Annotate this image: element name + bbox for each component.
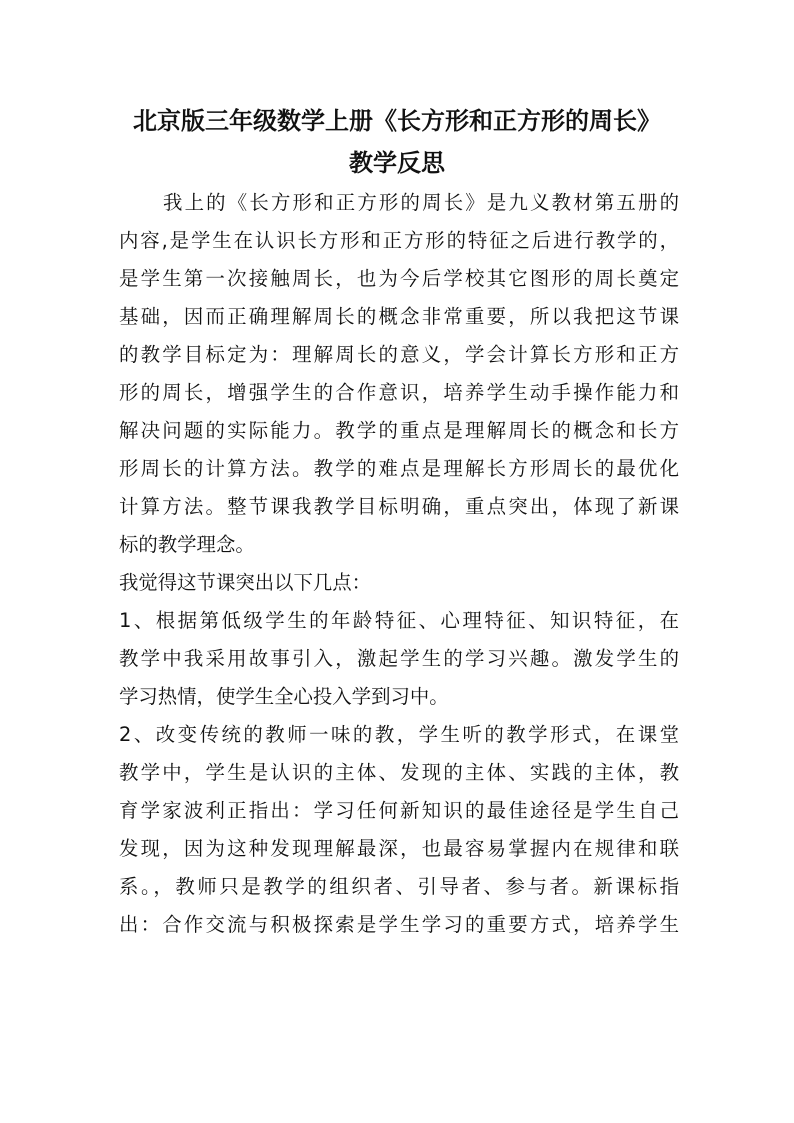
body-line: 系。，教师只是教学的组织者、引导者、参与者。新课标指 bbox=[119, 875, 679, 898]
body-line: 我上的《长方形和正方形的周长》是九义教材第五册的 bbox=[163, 191, 679, 214]
body-line: 内容,是学生在认识长方形和正方形的特征之后进行教学的， bbox=[119, 229, 679, 252]
document-body bbox=[119, 184, 679, 944]
body-line: 的教学目标定为：理解周长的意义，学会计算长方形和正方 bbox=[119, 343, 679, 366]
body-line: 解决问题的实际能力。教学的重点是理解周长的概念和长方 bbox=[119, 419, 679, 442]
body-line: 标的教学理念。 bbox=[119, 533, 255, 556]
body-line: 发现，因为这种发现理解最深，也最容易掌握内在规律和联 bbox=[119, 837, 679, 860]
body-line: 育学家波利正指出：学习任何新知识的最佳途径是学生自己 bbox=[119, 799, 679, 822]
body-line: 学习热情，使学生全心投入学到习中。 bbox=[119, 685, 449, 708]
body-line: 形的周长，增强学生的合作意识，培养学生动手操作能力和 bbox=[119, 381, 679, 404]
body-line: 是学生第一次接触周长，也为今后学校其它图形的周长奠定 bbox=[119, 267, 679, 290]
body-line: 基础，因而正确理解周长的概念非常重要，所以我把这节课 bbox=[119, 305, 679, 328]
body-line: 计算方法。整节课我教学目标明确，重点突出，体现了新课 bbox=[119, 495, 679, 518]
body-line: 出：合作交流与积极探索是学生学习的重要方式，培养学生 bbox=[119, 913, 679, 936]
body-line: 教学中，学生是认识的主体、发现的主体、实践的主体，教 bbox=[119, 761, 679, 784]
document-title-line-2: 教学反思 bbox=[349, 149, 445, 177]
body-line: 形周长的计算方法。教学的难点是理解长方形周长的最优化 bbox=[119, 457, 679, 480]
body-line: 我觉得这节课突出以下几点： bbox=[119, 571, 372, 594]
body-line: 2、改变传统的教师一味的教，学生听的教学形式，在课堂 bbox=[119, 723, 679, 746]
body-line: 1、根据第低级学生的年龄特征、心理特征、知识特征，在 bbox=[119, 609, 679, 632]
document-title-line-1: 北京版三年级数学上册《长方形和正方形的周长》 bbox=[133, 107, 661, 135]
body-line: 教学中我采用故事引入，激起学生的学习兴趣。激发学生的 bbox=[119, 647, 679, 670]
